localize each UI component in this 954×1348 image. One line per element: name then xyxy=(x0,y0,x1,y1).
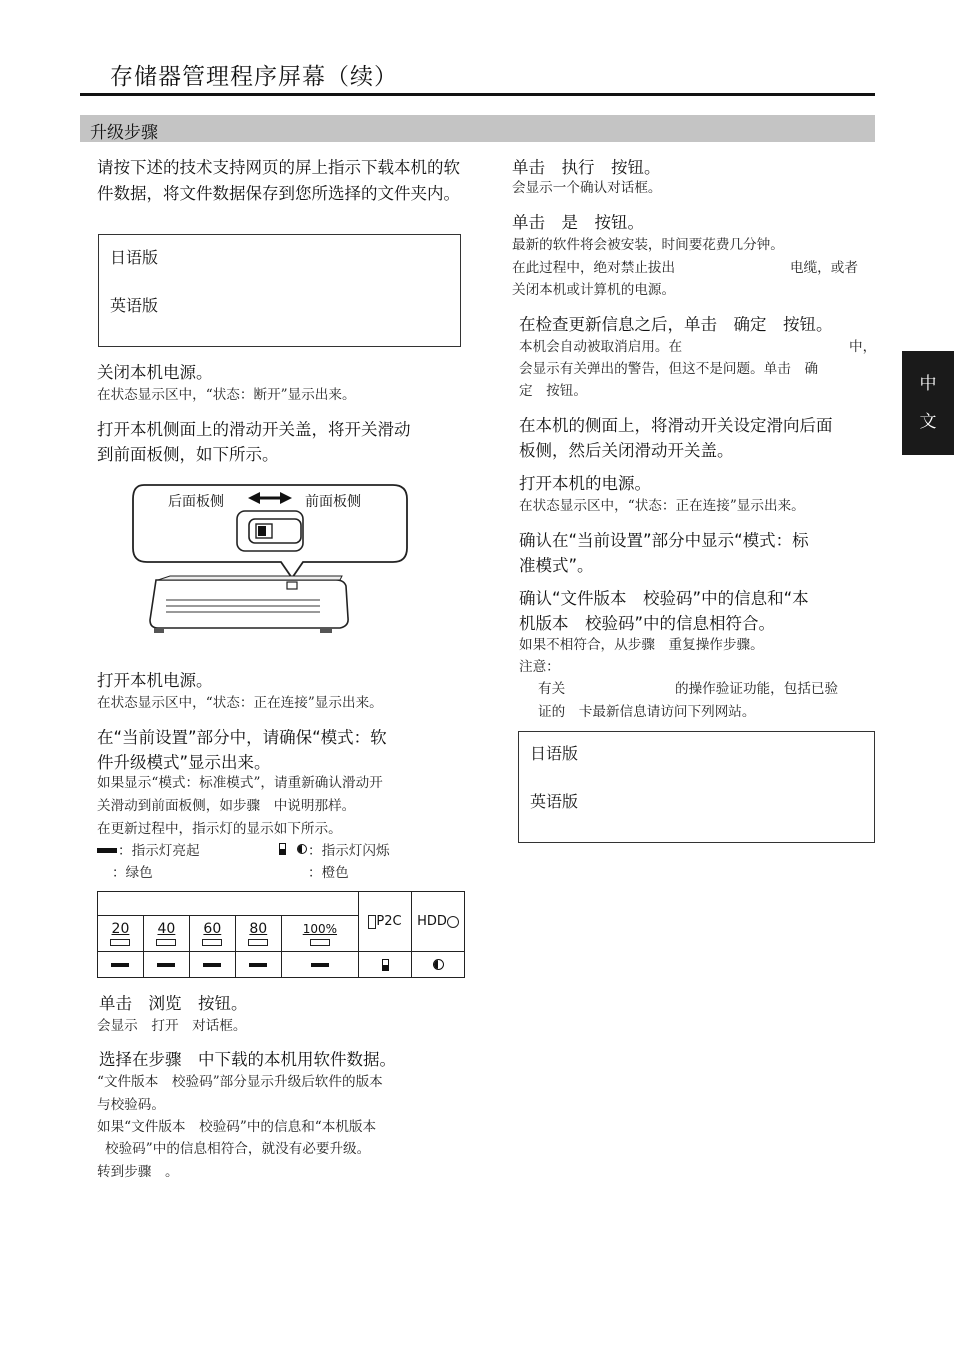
step-confirm-note-1: 如果显示“模式：标准模式”，请重新确认滑动开 xyxy=(97,775,383,791)
lit-cell-60 xyxy=(189,952,235,978)
step-select-heading: 选择在步骤 中下载的本机用软件数据。 xyxy=(99,1050,396,1069)
step-power-off-heading: 关闭本机电源。 xyxy=(97,363,213,382)
step-confirm-heading-line2: 件升级模式”显示出来。 xyxy=(97,753,271,772)
lit-cell-100 xyxy=(281,952,358,978)
website-japanese-label: 日语版 xyxy=(530,744,579,763)
section-header xyxy=(80,115,875,142)
progress-100-cell xyxy=(281,916,358,952)
step-execute-heading: 单击 执行 按钮。 xyxy=(512,158,661,177)
step-power-off-note: 在状态显示区中，“状态：断开”显示出来。 xyxy=(97,387,356,403)
step-power-on-2-heading: 打开本机的电源。 xyxy=(519,474,651,493)
language-side-tab xyxy=(902,351,954,455)
step-ok-note-1a: 本机会自动被取消启用。在 xyxy=(519,339,683,355)
blink-indicator-icon xyxy=(382,959,389,971)
p2c-cell xyxy=(359,892,412,952)
p2c-label: P2C xyxy=(376,914,402,929)
progress-80-cell xyxy=(235,916,281,952)
step-ok-note-2: 会显示有关弹出的警告，但这不是问题。单击 确 xyxy=(519,361,819,377)
step-browse-heading: 单击 浏览 按钮。 xyxy=(99,994,248,1013)
step-yes-heading: 单击 是 按钮。 xyxy=(512,213,644,232)
hdd-cell xyxy=(412,892,465,952)
step-ok-heading: 在检查更新信息之后，单击 确定 按钮。 xyxy=(519,315,833,334)
page-title: 存储器管理程序屏幕（续） xyxy=(110,64,398,90)
website-japanese-label: 日语版 xyxy=(110,248,159,267)
step-version-note: 如果不相符合，从步骤 重复操作步骤。 xyxy=(519,637,764,653)
step-browse-note: 会显示 打开 对话框。 xyxy=(97,1018,247,1034)
half-circle-indicator-icon xyxy=(433,959,444,970)
step-confirm-heading-line1: 在“当前设置”部分中，请确保“模式：软 xyxy=(97,728,387,747)
step-yes-note-2a: 在此过程中，绝对禁止拔出 xyxy=(512,260,676,276)
progress-20-cell xyxy=(98,916,144,952)
title-rule xyxy=(80,93,875,96)
step-select-note-3: 如果“文件版本 校验码”中的信息和“本机版本 xyxy=(97,1119,377,1135)
lit-bar-icon xyxy=(249,963,267,967)
indicator-table xyxy=(97,891,465,978)
note-line-1b: 的操作验证功能，包括已验 xyxy=(675,681,839,697)
step-select-note-5: 转到步骤 。 xyxy=(97,1164,179,1180)
lit-bar-icon xyxy=(157,963,175,967)
legend-lit-text: ：指示灯亮起 xyxy=(118,843,200,859)
progress-20-lamp-icon xyxy=(110,939,130,946)
side-tab-char-1: 中 xyxy=(919,374,937,394)
progress-60-lamp-icon xyxy=(202,939,222,946)
progress-20-label: 20 xyxy=(111,921,130,937)
hdd-label: HDD xyxy=(417,914,447,929)
blink-indicator-icon xyxy=(279,843,286,855)
rear-panel-side-label: 后面板侧 xyxy=(168,494,224,510)
progress-100-label: 100% xyxy=(302,922,338,936)
step-select-note-4: 校验码”中的信息相符合，就没有必要升级。 xyxy=(105,1141,371,1157)
step-slide-back-heading-line2: 板侧，然后关闭滑动开关盖。 xyxy=(519,441,734,460)
progress-40-lamp-icon xyxy=(156,939,176,946)
lit-bar-icon xyxy=(311,963,329,967)
step-confirm-note-2: 关滑动到前面板侧，如步骤 中说明那样。 xyxy=(97,798,356,814)
half-circle-indicator-icon xyxy=(297,844,307,854)
step-slide-back-heading-line1: 在本机的侧面上，将滑动开关设定滑向后面 xyxy=(519,416,833,435)
side-tab-char-2: 文 xyxy=(919,412,937,432)
step-confirm-note-3: 在更新过程中，指示灯的显示如下所示。 xyxy=(97,821,342,837)
step-mode-heading-line1: 确认在“当前设置”部分中显示“模式：标 xyxy=(519,531,809,550)
step-power-on-note: 在状态显示区中，“状态：正在连接”显示出来。 xyxy=(97,695,383,711)
lit-cell-80 xyxy=(235,952,281,978)
step-execute-note: 会显示一个确认对话框。 xyxy=(512,180,662,196)
step-mode-heading-line2: 准模式”。 xyxy=(519,556,594,575)
step-version-heading-line1: 确认“文件版本 校验码”中的信息和“本 xyxy=(519,589,809,608)
lit-bar-icon xyxy=(111,963,129,967)
legend-orange-text: ：橙色 xyxy=(308,865,349,881)
progress-100-lamp-icon xyxy=(310,939,330,946)
website-box-right xyxy=(518,731,875,843)
hdd-status-cell xyxy=(412,952,465,978)
p2c-status-cell xyxy=(359,952,412,978)
step-slide-heading-line2: 到前面板侧，如下所示。 xyxy=(97,445,279,464)
section-title: 升级步骤 xyxy=(90,123,158,143)
note-label: 注意： xyxy=(519,659,560,675)
step-yes-note-3: 关闭本机或计算机的电源。 xyxy=(512,282,676,298)
lit-bar-icon xyxy=(203,963,221,967)
step-yes-note-1: 最新的软件将会被安装，时间要花费几分钟。 xyxy=(512,237,784,253)
front-panel-side-label: 前面板侧 xyxy=(305,494,361,510)
note-line-2: 证的 卡最新信息请访问下列网站。 xyxy=(538,704,756,720)
step-ok-note-1b: 中， xyxy=(849,339,877,355)
step-power-on-heading: 打开本机电源。 xyxy=(97,671,213,690)
step-power-on-2-note: 在状态显示区中，“状态：正在连接”显示出来。 xyxy=(519,498,805,514)
note-line-1a: 有关 xyxy=(538,681,566,697)
website-english-label: 英语版 xyxy=(530,792,579,811)
progress-60-cell xyxy=(189,916,235,952)
progress-80-label: 80 xyxy=(249,921,268,937)
progress-40-label: 40 xyxy=(157,921,176,937)
lit-cell-20 xyxy=(98,952,144,978)
step-ok-note-3: 定 按钮。 xyxy=(519,383,587,399)
step-yes-note-2b: 电缆，或者 xyxy=(790,260,858,276)
legend-blink-text: ：指示灯闪烁 xyxy=(308,843,390,859)
website-english-label: 英语版 xyxy=(110,296,159,315)
legend-green-text: ：绿色 xyxy=(112,865,153,881)
step-select-note-2: 与校验码。 xyxy=(97,1097,165,1113)
progress-40-cell xyxy=(143,916,189,952)
lit-indicator-icon xyxy=(97,848,117,853)
step-version-heading-line2: 机版本 校验码”中的信息相符合。 xyxy=(519,614,776,633)
intro-text: 请按下述的技术支持网页的屏上指示下载本机的软件数据，将文件数据保存到您所选择的文件夹内。 xyxy=(97,158,460,203)
progress-80-lamp-icon xyxy=(248,939,268,946)
step-select-note-1: “文件版本 校验码”部分显示升级后软件的版本 xyxy=(97,1074,383,1090)
indicator-table-header xyxy=(98,892,359,916)
lit-cell-40 xyxy=(143,952,189,978)
hdd-lamp-icon xyxy=(447,916,459,928)
progress-60-label: 60 xyxy=(203,921,222,937)
website-box-left xyxy=(98,234,461,347)
step-slide-heading-line1: 打开本机侧面上的滑动开关盖，将开关滑动 xyxy=(97,420,411,439)
